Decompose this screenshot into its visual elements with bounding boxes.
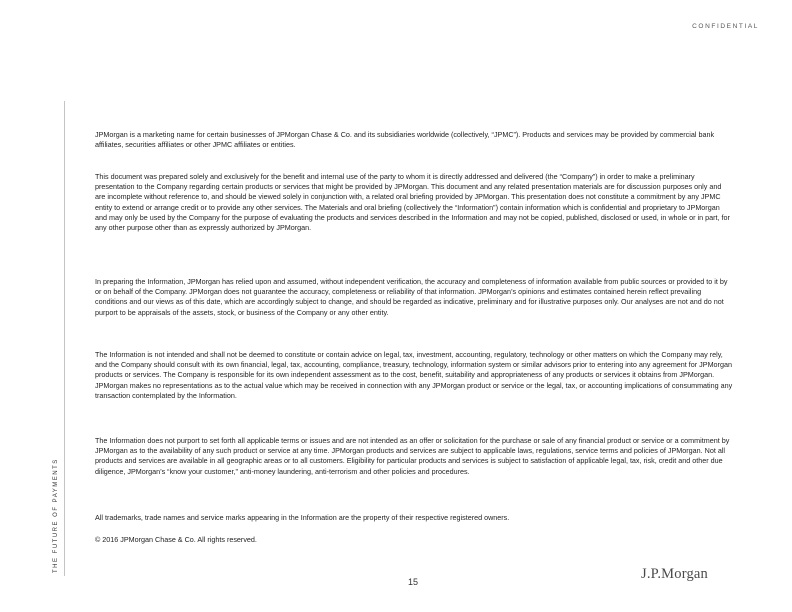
copyright-notice: © 2016 JPMorgan Chase & Co. All rights reserved.	[95, 535, 257, 544]
confidential-label: CONFIDENTIAL	[692, 23, 759, 30]
vertical-divider	[64, 101, 65, 576]
disclaimer-paragraph-information-sources: In preparing the Information, JPMorgan has relied upon and assumed, without independent verification, the accuracy and completeness of information available from public sources or provided to it by or on behalf of the Company. JPMorgan does not guarantee the accuracy, completeness or reliability of that information. JPMorgan’s opinions and estimates contained herein reflect prevailing conditions and our views as of this date, which are accordingly subject to change, and should be regarded as indicative, preliminary and for illustrative purposes only. Our analyses are not and do not purport to be appraisals of the assets, stock, or business of the Company or any other entity.	[95, 277, 728, 317]
side-section-label: THE FUTURE OF PAYMENTS	[53, 458, 59, 573]
disclaimer-paragraph-purpose: This document was prepared solely and exclusively for the benefit and internal use of the party to whom it is directly addressed and delivered (the “Company”) in order to make a preliminary presentation to the Company regarding certain products or services that might be provided by JPMorgan. This document and any related presentation materials are for discussion purposes only and are incomplete without reference to, and should be viewed solely in conjunction with, a related oral briefing provided by JPMorgan. This presentation does not constitute a commitment by any JPMC entity to extend or arrange credit or to provide any other services. The Materials and oral briefing (collectively the “Information”) contain information which is confidential and proprietary to JPMorgan and may only be used by the Company for the purpose of evaluating the products and services described in the Information and may not be copied, published, disclosed or used, in whole or in part, for any other purpose other than as expressly authorized by JPMorgan.	[95, 172, 730, 233]
jpmorgan-logo: J.P.Morgan	[641, 566, 708, 582]
page-number: 15	[408, 577, 419, 587]
disclaimer-paragraph-trademarks: All trademarks, trade names and service marks appearing in the Information are the property of their respective registered owners.	[95, 513, 510, 522]
disclaimer-paragraph-marketing-name: JPMorgan is a marketing name for certain businesses of JPMorgan Chase & Co. and its subsidiaries worldwide (collectively, “JPMC”). Products and services may be provided by commercial bank affiliates, securities affiliates or other JPMC affiliates or entities.	[95, 130, 715, 150]
disclaimer-paragraph-no-advice: The Information is not intended and shall not be deemed to constitute or contain advice on legal, tax, investment, accounting, regulatory, technology or other matters on which the Company may rely, and the Company should consult with its own financial, legal, tax, accounting, compliance, treasury, technology, information system or similar advisors prior to entering into any agreement for JPMorgan products or services. The Company is responsible for its own independent assessment as to the cost, benefit, suitability and appropriateness of any products or services it obtains from JPMorgan. JPMorgan makes no representations as to the actual value which may be received in connection with any JPMorgan product or service or the legal, tax, or accounting implications of consummating any transaction contemplated by the Information.	[95, 350, 733, 400]
disclaimer-paragraph-terms: The Information does not purport to set forth all applicable terms or issues and are not intended as an offer or solicitation for the purchase or sale of any financial product or service or a commitment by JPMorgan as to the availability of any such product or service at any time. JPMorgan products and services are subject to applicable laws, regulations, service terms and policies of JPMorgan. Not all products and services are available in all geographic areas or to all customers. Eligibility for particular products and services is subject to satisfaction of applicable legal, tax, risk, credit and other due diligence, JPMorgan’s “know your customer,” anti-money laundering, anti-terrorism and other policies and procedures.	[95, 436, 730, 476]
